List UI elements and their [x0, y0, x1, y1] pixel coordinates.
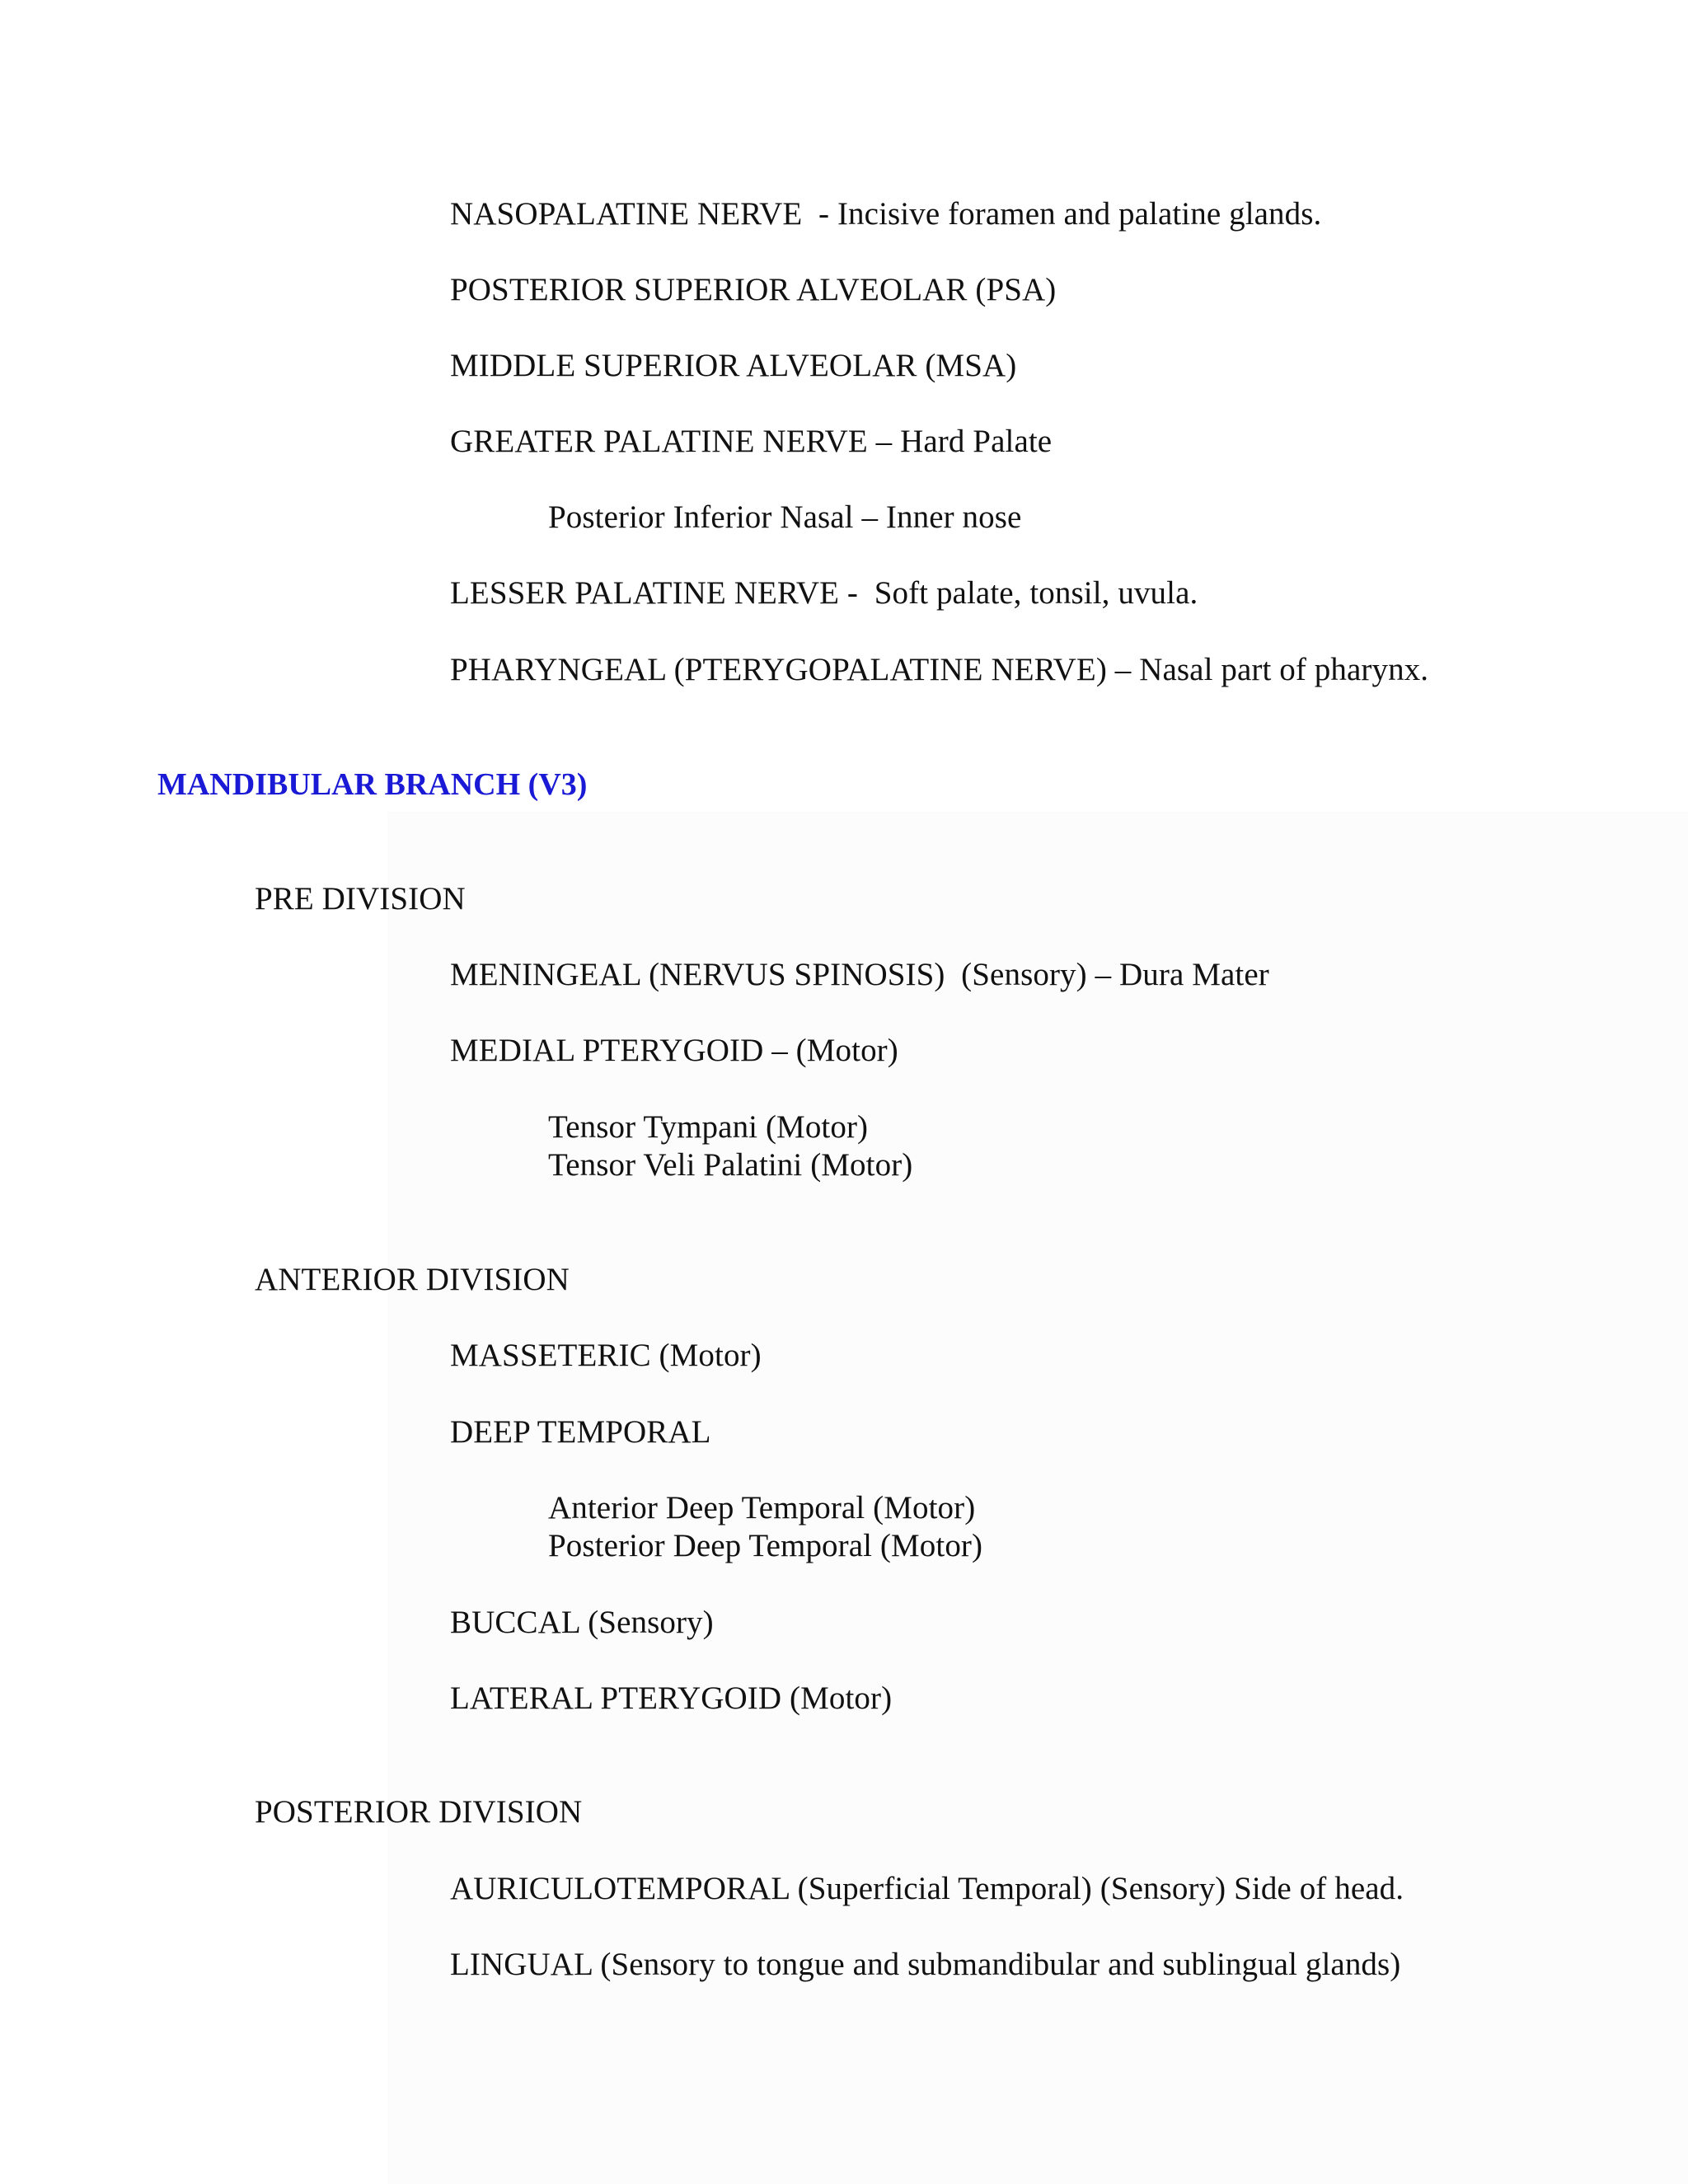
anterior-division-label: ANTERIOR DIVISION [255, 1262, 570, 1297]
tensor-veli-palatini-item: Tensor Veli Palatini (Motor) [548, 1147, 913, 1183]
greater-palatine-item: GREATER PALATINE NERVE – Hard Palate [450, 424, 1053, 459]
posterior-inferior-nasal-item: Posterior Inferior Nasal – Inner nose [548, 499, 1022, 535]
pre-division-label: PRE DIVISION [255, 881, 466, 916]
tensor-tympani-item: Tensor Tympani (Motor) [548, 1109, 869, 1145]
pharyngeal-item: PHARYNGEAL (PTERYGOPALATINE NERVE) – Nasal part of pharynx. [450, 652, 1429, 687]
nasopalatine-nerve-item: NASOPALATINE NERVE - Incisive foramen and palatine glands. [450, 196, 1322, 232]
lesser-palatine-item: LESSER PALATINE NERVE - Soft palate, tonsil, uvula. [450, 575, 1198, 611]
auriculotemporal-item: AURICULOTEMPORAL (Superficial Temporal) (Sensory) Side of head. [450, 1871, 1404, 1906]
deep-temporal-item: DEEP TEMPORAL [450, 1414, 711, 1450]
psa-item: POSTERIOR SUPERIOR ALVEOLAR (PSA) [450, 272, 1057, 307]
lateral-pterygoid-item: LATERAL PTERYGOID (Motor) [450, 1680, 893, 1716]
mandibular-branch-heading: MANDIBULAR BRANCH (V3) [157, 767, 588, 802]
masseteric-item: MASSETERIC (Motor) [450, 1338, 762, 1373]
lingual-item: LINGUAL (Sensory to tongue and submandibular and sublingual glands) [450, 1947, 1401, 1982]
meningeal-item: MENINGEAL (NERVUS SPINOSIS) (Sensory) – Dura Mater [450, 957, 1269, 992]
posterior-division-label: POSTERIOR DIVISION [255, 1794, 583, 1830]
medial-pterygoid-item: MEDIAL PTERYGOID – (Motor) [450, 1033, 898, 1068]
buccal-item: BUCCAL (Sensory) [450, 1605, 714, 1640]
posterior-deep-temporal-item: Posterior Deep Temporal (Motor) [548, 1528, 983, 1563]
anterior-deep-temporal-item: Anterior Deep Temporal (Motor) [548, 1490, 976, 1526]
msa-item: MIDDLE SUPERIOR ALVEOLAR (MSA) [450, 348, 1017, 383]
